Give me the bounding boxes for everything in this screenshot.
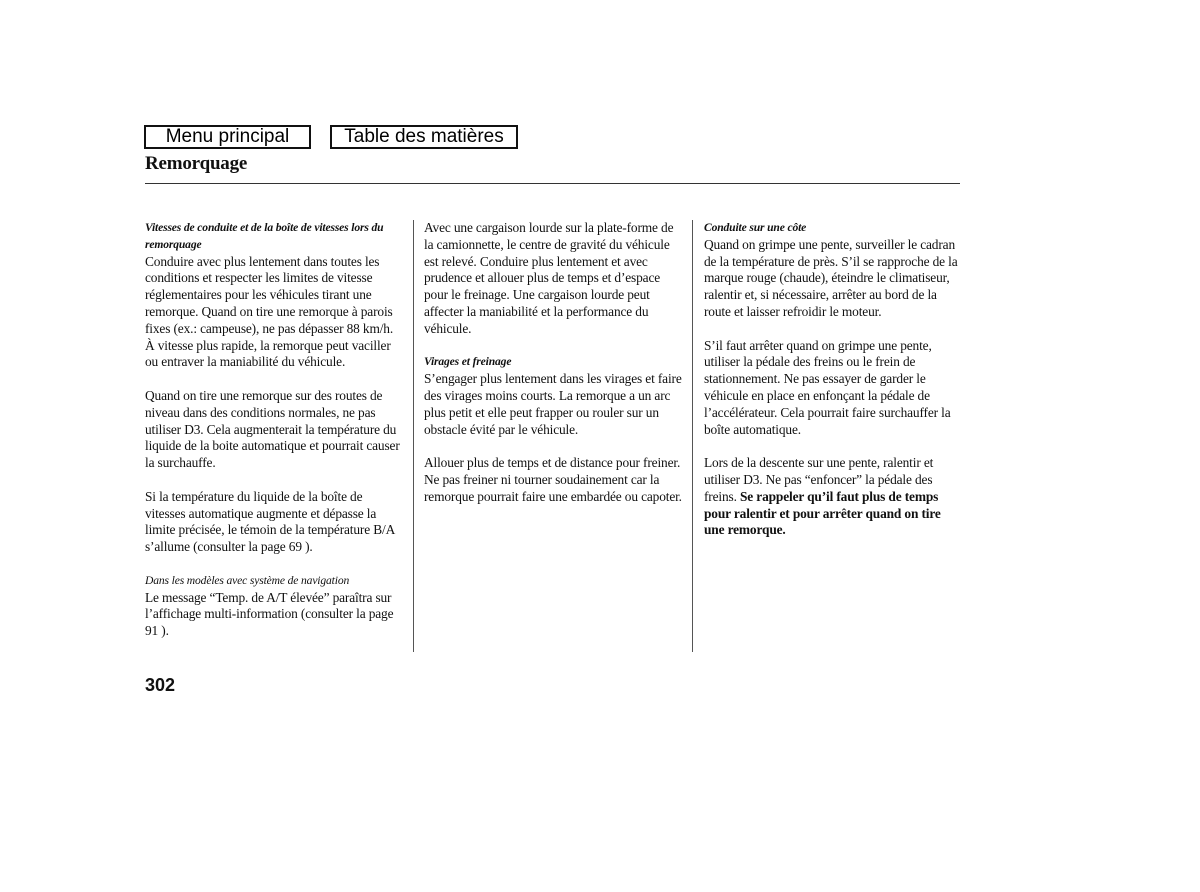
bold-reminder: Se rappeler qu’il faut plus de temps pour ralentir et pour arrêter quand on tire une remorque. (704, 488, 941, 538)
section-title: Remorquage (145, 153, 248, 174)
table-of-contents-button[interactable]: Table des matières (330, 125, 518, 149)
paragraph: Allouer plus de temps et de distance pour freiner. Ne pas freiner ni tourner soudainement car la remorque pourrait faire une embardée ou capoter. (424, 455, 682, 504)
page-number: 302 (145, 675, 176, 695)
paragraph: Si la température du liquide de la boîte de vitesses automatique augmente et dépasse la limite précisée, le témoin de la température B/A s’allume (consulter la page 69 ). (145, 488, 395, 555)
subheading-speeds: Vitesses de conduite et de la boîte de vitesses lors du remorquage (145, 221, 384, 251)
column-2 (424, 220, 682, 522)
subheading-hill-driving: Conduite sur une côte (704, 221, 807, 234)
paragraph: Quand on grimpe une pente, surveiller le cadran de la température de près. S’il se rapproche de la marque rouge (chaude), éteindre le climatiseur, ralentir et, si nécessaire, arrêter au bord de la route et laisser refroidir le moteur. (704, 236, 958, 319)
paragraph: Le message “Temp. de A/T élevée” paraîtra sur l’affichage multi-information (consulter la page 91 ). (145, 589, 394, 639)
paragraph: Avec une cargaison lourde sur la plate-forme de la camionnette, le centre de gravité du véhicule est relevé. Conduire plus lentement et avec prudence et allouer plus de temps et d’espace pour le freinage. Une cargaison lourde peut affecter la maniabilité et la performance du véhicule. (424, 220, 674, 336)
main-menu-button[interactable]: Menu principal (144, 125, 311, 149)
navigation-model-note: Dans les modèles avec système de navigation (145, 573, 350, 587)
paragraph: Conduire avec plus lentement dans toutes les conditions et respecter les limites de vitesse réglementaires pour les véhicules tirant une remorque. Quand on tire une remorque à parois fixes (ex.: campeuse), ne pas dépasser 88 km/h. À vitesse plus rapide, la remorque peut vaciller ou entraver la maniabilité du véhicule. (145, 253, 394, 370)
paragraph: Quand on tire une remorque sur des routes de niveau dans des conditions normales, ne pas utiliser D3. Cela augmenterait la température du liquide de la boite automatique et pourrait causer la surchauffe. (145, 387, 400, 471)
column-divider-1 (413, 220, 414, 652)
title-divider (145, 183, 960, 184)
column-1 (145, 220, 403, 657)
paragraph: S’il faut arrêter quand on grimpe une pente, utiliser la pédale des freins ou le frein de stationnement. Ne pas essayer de garder le véhicule en place en enfonçant la pédale de l’accélérateur. Cela pourrait faire surchauffer la boîte automatique. (704, 337, 951, 437)
paragraph-text: Lors de la descente sur une pente, ralentir et utiliser D3. Ne pas “enfoncer” la pédale des freins. (704, 455, 934, 504)
column-3 (704, 220, 962, 556)
subheading-turns-braking: Virages et freinage (424, 355, 512, 369)
paragraph: S’engager plus lentement dans les virages et faire des virages moins courts. La remorque a un arc plus petit et elle peut frapper ou rouler sur un obstacle évité par le véhicule. (424, 371, 682, 437)
paragraph (704, 455, 962, 539)
column-divider-2 (692, 220, 693, 652)
